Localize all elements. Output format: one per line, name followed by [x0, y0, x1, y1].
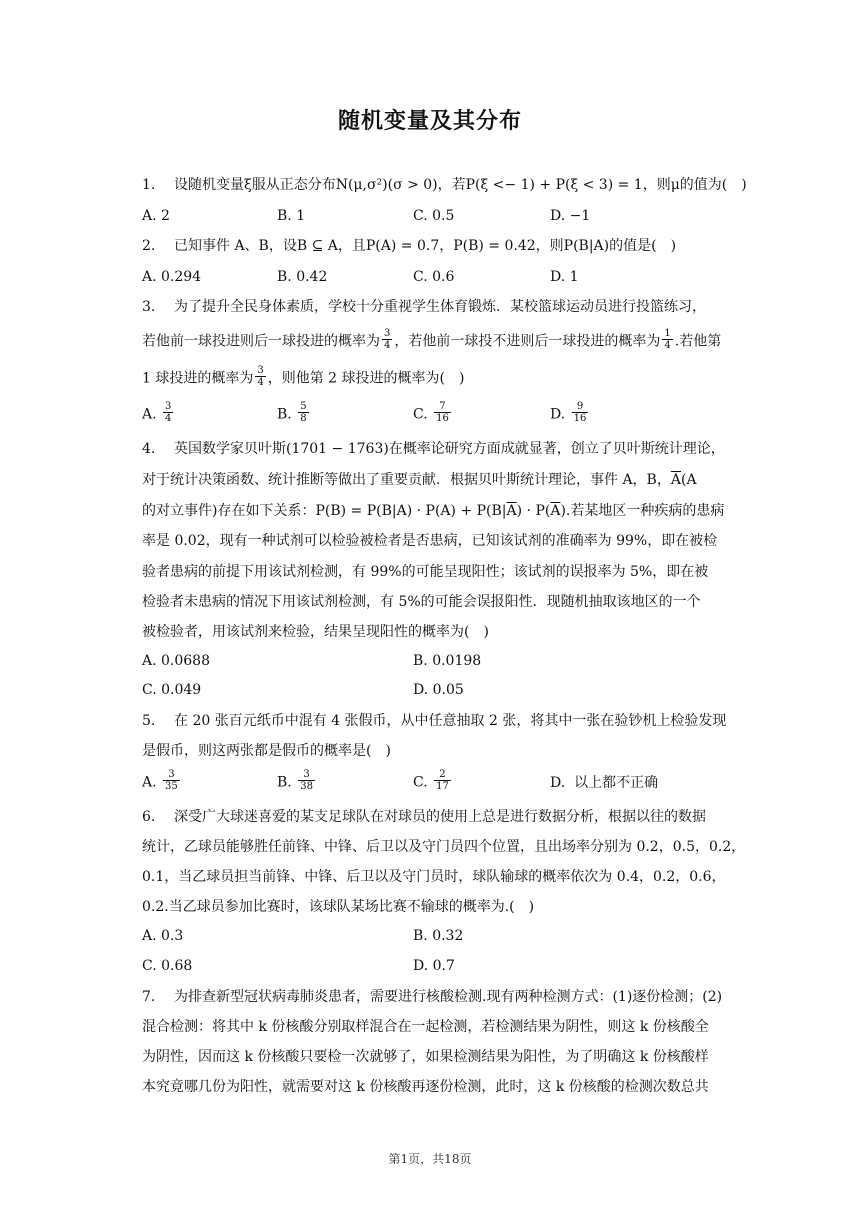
question-4-line-6: 检验者未患病的情况下用该试剂检测，有 5%的可能会误报阳性．现随机抽取该地区的一个 — [142, 594, 701, 610]
question-1-option-c: C. 0.5 — [413, 208, 455, 224]
question-4-line-1: 4. 英国数学家贝叶斯(1701 − 1763)在概率论研究方面成就显著，创立了贝叶斯统计理论， — [142, 441, 725, 457]
question-1-number: 1. — [142, 177, 156, 193]
question-6-line-2: 统计，乙球员能够胜任前锋、中锋、后卫以及守门员四个位置，且出场率分别为 0.2，0.5，0.2， — [142, 839, 746, 855]
question-4-option-c: C. 0.049 — [142, 682, 202, 698]
question-7-line-2: 混合检测：将其中 k 份核酸分别取样混合在一起检测，若检测结果为阴性，则这 k 份核酸全 — [142, 1019, 709, 1035]
question-5-line-2: 是假币，则这两张都是假币的概率是( ) — [142, 743, 391, 759]
question-7-line-3: 为阴性，因而这 k 份核酸只要检一次就够了，如果检测结果为阳性，为了明确这 k 份核酸样 — [142, 1049, 709, 1065]
question-4-line-5: 验者患病的前提下用该试剂检测，有 99%的可能呈现阳性；该试剂的误报率为 5%，即在被 — [142, 564, 709, 580]
question-1-option-a: A. 2 — [142, 208, 170, 224]
question-7-number: 7. — [142, 989, 156, 1005]
question-6-line-1: 6. 深受广大球迷喜爱的某支足球队在对球员的使用上总是进行数据分析，根据以往的数据 — [142, 809, 706, 825]
question-2-option-d: D. 1 — [550, 269, 579, 285]
question-6-option-b: B. 0.32 — [413, 928, 464, 944]
question-2-option-c: C. 0.6 — [413, 269, 455, 285]
question-5-option-a: A. $\frac{3}{35}$ — [142, 769, 178, 792]
question-4-option-a: A. 0.0688 — [142, 653, 210, 669]
question-3-line-3: 1 球投进的概率为 $\frac{3}{4}$ ，则他第 2 球投进的概率为( ) — [142, 365, 465, 388]
question-7-line-1: 7. 为排查新型冠状病毒肺炎患者，需要进行核酸检测.现有两种检测方式：(1)逐份检测；(2) — [142, 989, 723, 1005]
question-3-option-d: D. $\frac{9}{16}$ — [550, 401, 587, 424]
question-6-option-c: C. 0.68 — [142, 958, 193, 974]
question-4-line-2: 对于统计决策函数、统计推断等做出了重要贡献．根据贝叶斯统计理论，事件 A，B，$\overline{A}(A$ — [142, 472, 697, 488]
question-4-number: 4. — [142, 441, 156, 457]
question-6-number: 6. — [142, 809, 156, 825]
question-1-line-1: 1. 设随机变量ξ服从正态分布N(μ,σ²)(σ > 0)，若P(ξ <− 1) + P(ξ < 3) = 1，则μ的值为( ) — [142, 177, 747, 193]
question-2-option-a: A. 0.294 — [142, 269, 202, 285]
page-footer: 第1页，共18页 — [388, 1152, 472, 1166]
fraction: $\frac{1}{4}$ — [664, 328, 671, 351]
question-4-option-d: D. 0.05 — [413, 682, 464, 698]
question-2-line-1: 2. 已知事件 A、B，设B ⊆ A，且P(A) = 0.7，P(B) = 0.42，则P(B|A)的值是( ) — [142, 238, 677, 254]
question-6-line-4: 0.2.当乙球员参加比赛时，该球队某场比赛不输球的概率为.( ) — [142, 899, 535, 915]
question-5-option-c: C. $\frac{2}{17}$ — [413, 769, 449, 792]
question-6-option-a: A. 0.3 — [142, 928, 184, 944]
question-4-line-7: 被检验者，用该试剂来检验，结果呈现阳性的概率为( ) — [142, 624, 489, 640]
fraction: $\frac{3}{4}$ — [257, 365, 264, 388]
question-1-option-d: D. −1 — [550, 208, 591, 224]
question-4-option-b: B. 0.0198 — [413, 653, 482, 669]
question-5-option-d: D. 以上都不正确 — [550, 775, 659, 791]
question-3-option-c: C. $\frac{7}{16}$ — [413, 401, 449, 424]
question-4-line-4: 率是 0.02，现有一种试剂可以检验被检者是否患病，已知该试剂的准确率为 99%，即在被检 — [142, 533, 718, 549]
question-6-line-3: 0.1，当乙球员担当前锋、中锋、后卫以及守门员时，球队输球的概率依次为 0.4，0.2，0.6， — [142, 869, 726, 885]
page-title: 随机变量及其分布 — [337, 108, 522, 134]
question-6-option-d: D. 0.7 — [413, 958, 455, 974]
question-2-number: 2. — [142, 238, 156, 254]
question-3-line-2: 若他前一球投进则后一球投进的概率为 $\frac{3}{4}$ ，若他前一球投不进则后一球投进的概率为 $\frac{1}{4}$ .若他第 — [142, 328, 722, 351]
question-7-line-4: 本究竟哪几份为阳性，就需要对这 k 份核酸再逐份检测，此时，这 k 份核酸的检测次数总共 — [142, 1079, 709, 1095]
question-3-option-b: B. $\frac{5}{8}$ — [277, 401, 307, 424]
question-3-line-1: 3. 为了提升全民身体素质，学校十分重视学生体育锻炼．某校篮球运动员进行投篮练习， — [142, 299, 706, 315]
question-1-option-b: B. 1 — [277, 208, 306, 224]
question-5-line-1: 5. 在 20 张百元纸币中混有 4 张假币，从中任意抽取 2 张，将其中一张在验钞机上检验发现 — [142, 713, 727, 729]
question-5-option-b: B. $\frac{3}{38}$ — [277, 769, 313, 792]
question-5-number: 5. — [142, 713, 156, 729]
fraction: $\frac{3}{4}$ — [384, 328, 391, 351]
question-2-option-b: B. 0.42 — [277, 269, 328, 285]
question-4-line-3: 的对立事件)存在如下关系：$P(B) = P(B|A) \cdot P(A) + P(B|\overline{A}) \cdot P(\overline{A})$.若某地区一种疾病的患病 — [142, 503, 725, 519]
question-3-number: 3. — [142, 299, 156, 315]
question-3-option-a: A. $\frac{3}{4}$ — [142, 401, 172, 424]
